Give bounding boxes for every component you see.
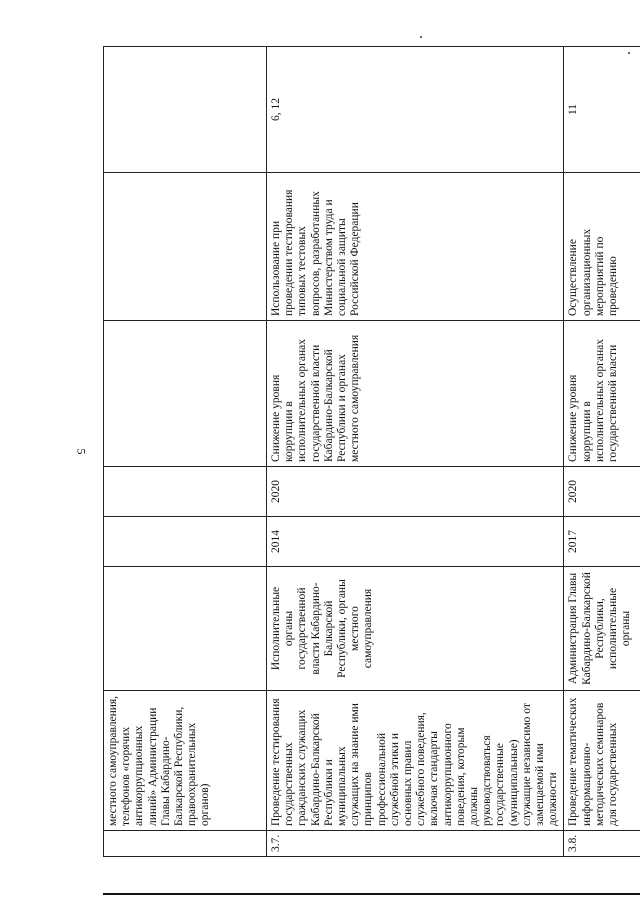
- result-cell: Снижение уровня коррупции в исполнительных органах государственной власти Кабардино-Балкарской Республики и органах местного самоуправления: [267, 321, 564, 467]
- row-number: 3.7.: [267, 831, 564, 857]
- link-cell: 6, 12: [267, 47, 564, 173]
- row-number: [104, 831, 267, 857]
- page-number: 5: [74, 448, 89, 455]
- link-cell: [104, 47, 267, 173]
- indicator-cell: [104, 173, 267, 321]
- table-row: [564, 47, 640, 857]
- result-cell: Снижение уровня коррупции в исполнительных органах государственной власти: [564, 321, 640, 467]
- start-year-cell: 2017: [564, 517, 640, 567]
- indicator-cell: Осуществление организационных мероприятий по проведению: [564, 173, 640, 321]
- start-year-cell: 2014: [267, 517, 564, 567]
- link-cell: 11: [564, 47, 640, 173]
- measure-cell: Проведение тестирования государственных гражданских служащих Кабардино-Балкарской Республики и муниципальных служащих на знание ими принципов профессиональной служебной этики и основных правил служебного поведения, включая стандарты антикоррупционного поведения, которым должны руководствоваться государственные (муниципальные) служащие независимо от замещаемой ими должности: [267, 691, 564, 831]
- measures-table: [103, 46, 640, 857]
- end-year-cell: 2020: [267, 467, 564, 517]
- row-number: 3.8.: [564, 831, 640, 857]
- end-year-cell: 2020: [564, 467, 640, 517]
- start-year-cell: [104, 517, 267, 567]
- executor-cell: Администрация Главы Кабардино-Балкарской Республики, исполнительные органы: [564, 567, 640, 691]
- scan-edge: [103, 893, 640, 895]
- measure-cell: местного самоуправления, телефонов «горячих антикоррупционных линий» Администрации Главы Кабардино-Балкарской Республики, правоохранительных органов): [104, 691, 267, 831]
- executor-cell: Исполнительные органы государственной власти Кабардино-Балкарской Республики, органы местного самоуправления: [267, 567, 564, 691]
- scan-dot: [420, 36, 422, 38]
- table-row: [104, 47, 267, 857]
- table-row: [267, 47, 564, 857]
- measure-cell: Проведение тематических информационно-методических семинаров для государственных: [564, 691, 640, 831]
- rotated-table-sheet: [103, 47, 633, 857]
- indicator-cell: Использование при проведении тестирования типовых тестовых вопросов, разработанных Министерством труда и социальной защиты Российской Федерации: [267, 173, 564, 321]
- result-cell: [104, 321, 267, 467]
- executor-cell: [104, 567, 267, 691]
- end-year-cell: [104, 467, 267, 517]
